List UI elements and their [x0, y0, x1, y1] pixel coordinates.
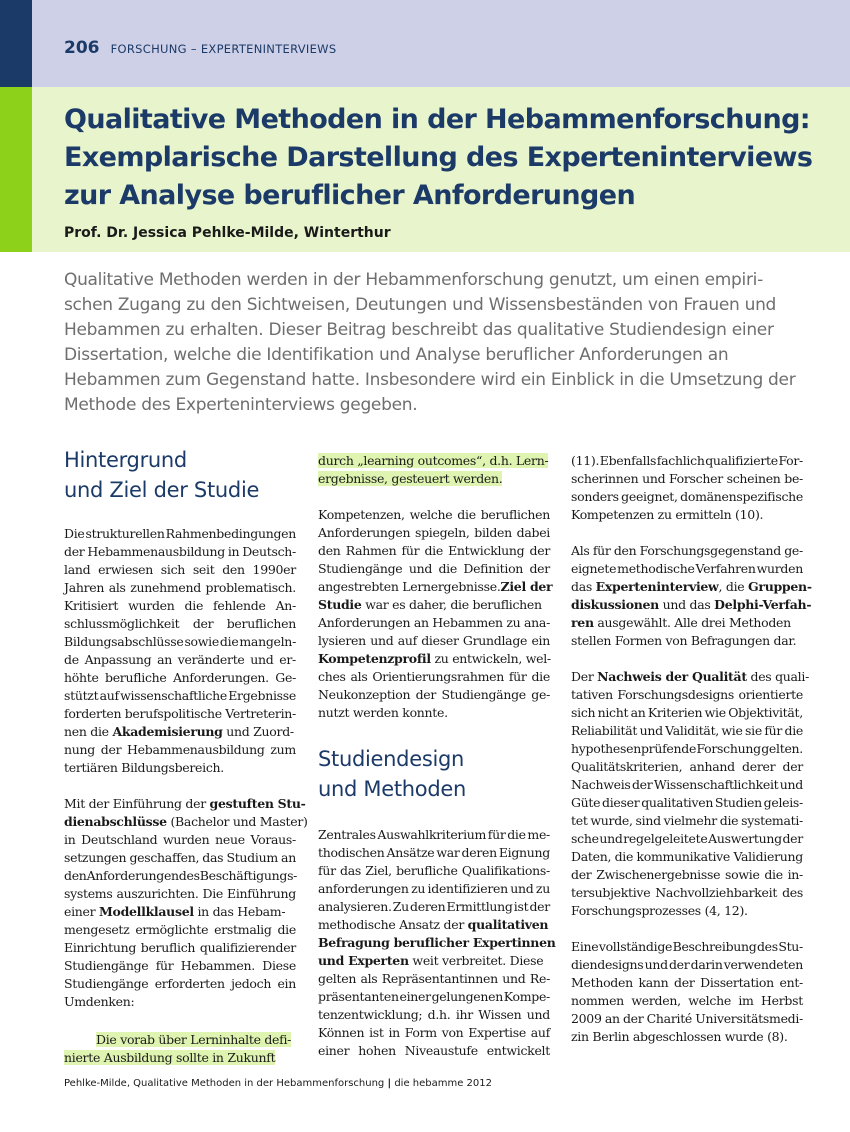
bold-term: Modellklausel [99, 904, 194, 919]
paragraph: Als für den Forschungsgegenstand ge- eignete methodische Verfahren wurden das Experteninterview, die Gruppen- diskussionen und das Delphi-Verfah- ren ausgewählt. Alle drei Methoden stellen Formen von Befragungen dar. [571, 543, 812, 648]
abstract: Qualitative Methoden werden in der Hebammenforschung genutzt, um einen empiri- schen Zugang zu den Sichtweisen, Deutungen und Wissensbeständen von Frauen und Hebammen zu erhalten. Dieser Beitrag beschreibt das qualitative Studiendesign einer Dissertation, welche die Identifikation und Analyse beruflicher Anforderungen an Hebammen zum Gegenstand hatte. Insbesondere wird ein Einblick in die Umsetzung der Methode des Experteninterviews gegeben. [64, 270, 796, 415]
article-title: Qualitative Methoden in der Hebammenforschung: Exemplarische Darstellung des Experteninterviews zur Analyse beruflicher Anforderungen [64, 104, 813, 211]
bold-term: Gruppen- [748, 579, 812, 594]
page-footer [64, 1078, 492, 1089]
paragraph: Eine vollständige Beschreibung des Stu- diendesigns und der darin verwendeten Methoden kann der Dissertation ent- nommen werden, welche im Herbst 2009 an der Charité Universitätsmedi- zin Berlin abgeschlossen wurde (8). [571, 939, 803, 1044]
bold-term: Delphi-Verfah- [714, 597, 812, 612]
column-2 [318, 452, 556, 1060]
bold-term: gestuften Stu- [209, 796, 306, 811]
bold-term: Experteninterview [595, 579, 719, 594]
column-3 [571, 452, 812, 1046]
bold-term: und Experten [318, 953, 409, 968]
bold-term: qualitativen [467, 917, 549, 932]
bold-term: Befragung beruflicher Expertinnen [318, 935, 556, 950]
paragraph: Der Nachweis der Qualität des quali- tativen Forschungsdesigns orientierte sich nicht an Kriterien wie Objektivität, Reliabilität und Validität, wie sie für die hypothesenprüfende Forschung gelten. Qualitätskriterien, anhand derer der Nachweis der Wissenschaftlichkeit und Güte dieser qualitativen Studien geleis- tet wurde, sind vielmehr die systemati- sche und regelgeleitete Auswertung der Daten, die kommunikative Validierung der Zwischenergebnisse sowie die in- tersubjektive Nachvollziehbarkeit des Forschungsprozesses (4, 12). [571, 669, 809, 918]
bold-term: Studie [318, 597, 362, 612]
column-1 [64, 445, 308, 1067]
highlighted-quote: durch „learning outcomes“, d.h. Lern- ergebnisse, gesteuert werden. [318, 453, 549, 486]
section-heading-studiendesign: Studiendesign und Methoden [318, 747, 467, 801]
paragraph: Zentrales Auswahlkriterium für die me- thodischen Ansätze war deren Eignung für das Ziel, berufliche Qualifikations- anforderungen zu identifizieren und zu analysieren. Zu deren Ermittlung ist der methodische Ansatz der qualitativen Befragung beruflicher Expertinnen und Experten weit verbreitet. Diese gelten als Repräsentantinnen und Re- präsentanten einer gelungenen Kompe- tenzentwicklung; d.h. ihr Wissen und Können ist in Form von Expertise auf einer hohen Niveaustufe entwickelt [318, 827, 556, 1058]
paragraph: Die strukturellen Rahmenbedingungen der Hebammenausbildung in Deutsch- land erwiesen sich seit den 1990er Jahren als zunehmend problematisch. Kritisiert wurden die fehlende An- schlussmöglichkeit der beruflichen Bildungsabschlüsse sowie die mangeln- de Anpassung an veränderte und er- höhte berufliche Anforderungen. Ge- stützt auf wissenschaftliche Ergebnisse forderten berufspolitische Vertreterin- nen die Akademisierung und Zuord- nung der Hebammenausbildung zum tertiären Bildungsbereich. [64, 526, 296, 775]
section-tag: FORSCHUNG – EXPERTENINTERVIEWS [110, 42, 337, 56]
bold-term: diskussionen [571, 597, 659, 612]
footer-journal: die hebamme 2012 [394, 1078, 492, 1089]
bold-term: ren [571, 615, 594, 630]
paragraph: (11). Ebenfalls fachlich qualifizierte For- scherinnen und Forscher scheinen be- sonders geeignet, domänenspezifische Kompetenzen zu ermitteln (10). [571, 453, 803, 522]
bold-term: Ziel der [500, 579, 553, 594]
footer-citation: Pehlke-Milde, Qualitative Methoden in der Hebammenforschung [64, 1078, 385, 1089]
author-line: Prof. Dr. Jessica Pehlke-Milde, Winterthur [64, 225, 391, 241]
highlighted-quote: Die vorab über Lerninhalte defi- nierte Ausbildung sollte in Zukunft [64, 1032, 292, 1065]
header-accent-bar [0, 0, 32, 87]
footer-separator: | [387, 1078, 392, 1089]
bold-term: Akademisierung [112, 724, 223, 739]
bold-term: Kompetenzprofil [318, 651, 431, 666]
bold-term: Nachweis der Qualität [597, 669, 747, 684]
page-number: 206 [64, 38, 100, 58]
paragraph: Mit der Einführung der gestuften Stu- dienabschlüsse (Bachelor und Master) in Deutschland wurden neue Voraus- setzungen geschaffen, das Studium an den Anforderungen des Beschäftigungs- systems auszurichten. Die Einführung einer Modellklausel in das Hebam- mengesetz ermöglichte erstmalig die Einrichtung beruflich qualifizierender Studiengänge für Hebammen. Diese Studiengänge erforderten jedoch ein Umdenken: [64, 796, 308, 1009]
running-header [64, 38, 336, 58]
paragraph: Kompetenzen, welche die beruflichen Anforderungen spiegeln, bilden dabei den Rahmen für die Entwicklung der Studiengänge und die Definition der angestrebten Lernergebnisse. Ziel der Studie war es daher, die beruflichen Anforderungen an Hebammen zu ana- lysieren und auf dieser Grundlage ein Kompetenzprofil zu entwickeln, wel- ches als Orientierungsrahmen für die Neukonzeption der Studiengänge ge- nutzt werden konnte. [318, 507, 553, 720]
title-accent-bar [0, 87, 32, 252]
section-heading-hintergrund: Hintergrund und Ziel der Studie [64, 448, 260, 502]
bold-term: dienabschlüsse [64, 814, 167, 829]
